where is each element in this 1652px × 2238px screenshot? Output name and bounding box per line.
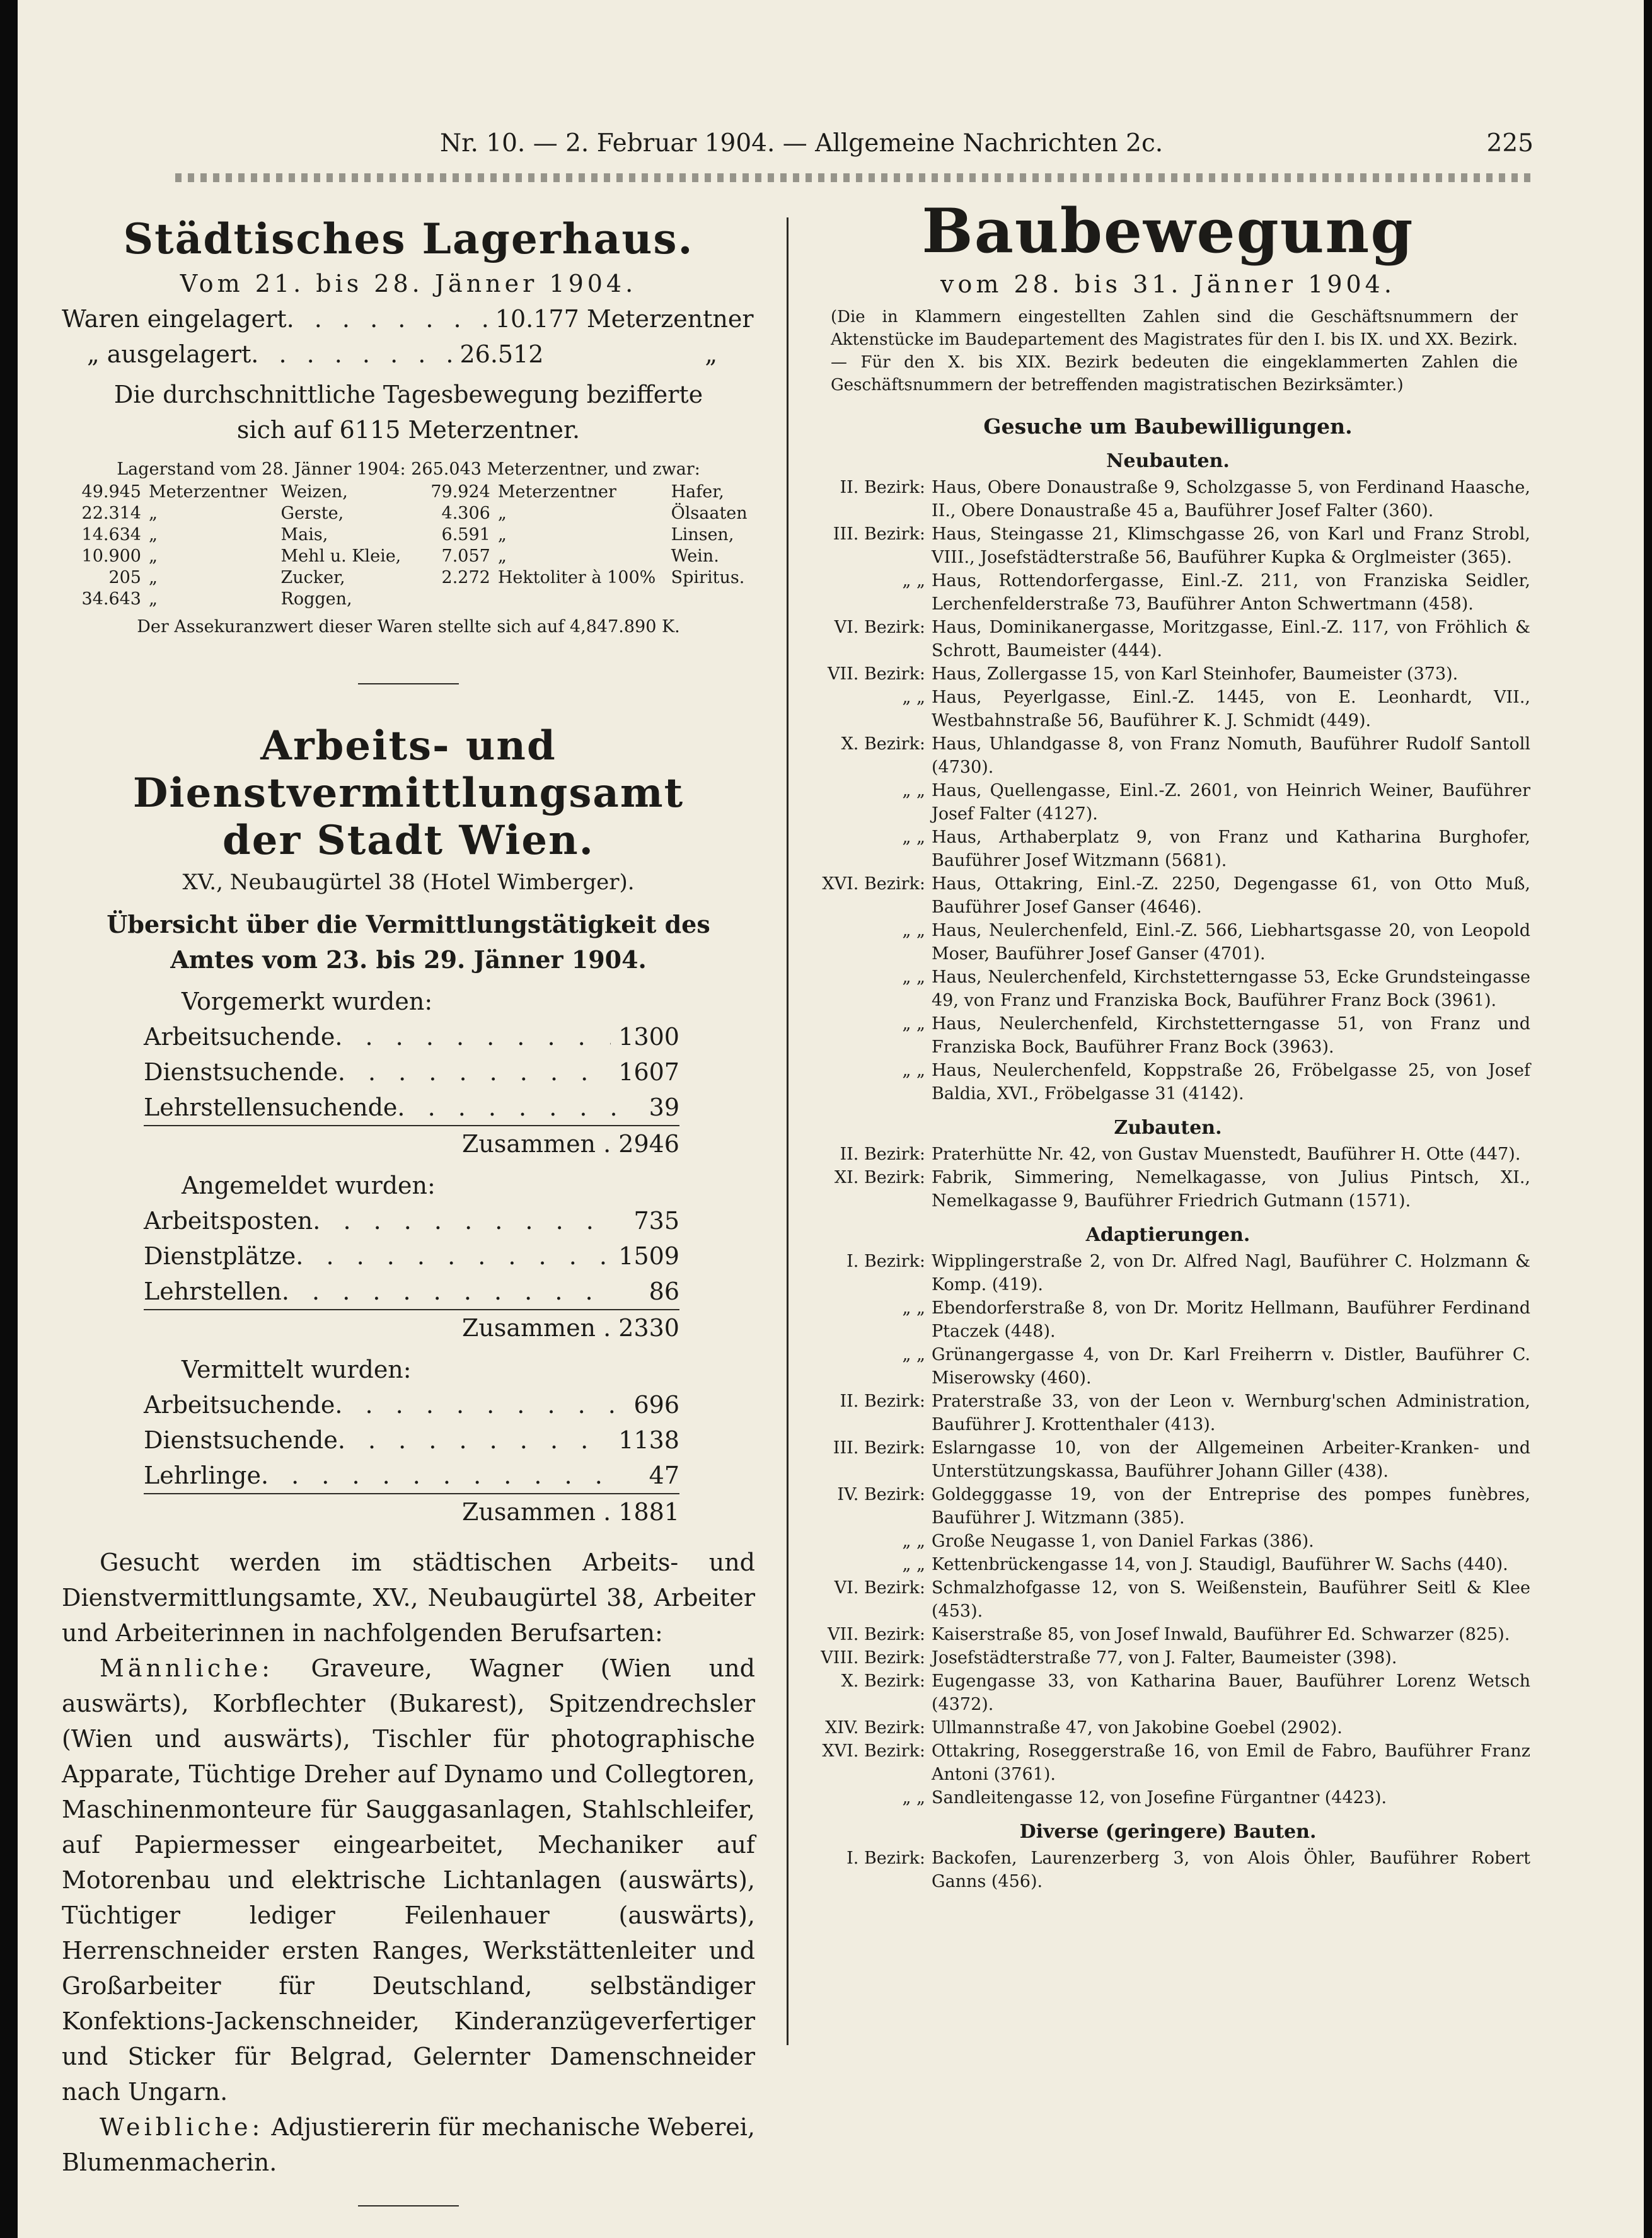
bau-entry-district: II. Bezirk: <box>840 1145 925 1164</box>
bau-entry <box>806 1483 1530 1530</box>
bau-entry-district: I. Bezirk: <box>846 1849 925 1868</box>
bau-entry-district: „ „ <box>902 1555 925 1574</box>
stock-row <box>62 567 755 589</box>
bau-entry <box>806 1786 1530 1809</box>
amt-title-2: der Stadt Wien. <box>222 817 594 864</box>
stock-cell: Ölsaaten <box>671 504 748 523</box>
bau-entry-text: Haus, Uhlandgasse 8, von Franz Nomuth, Bauführer Rudolf Santoll (4730). <box>932 734 1530 777</box>
group-row-value: 1607 <box>618 1058 679 1086</box>
bau-entry-district: XVI. Bezirk: <box>822 1741 925 1761</box>
bau-entry <box>806 1296 1530 1343</box>
group-total-sep: . <box>596 1314 619 1342</box>
bau-entry-text: Haus, Neulerchenfeld, Kirchstetterngasse 53, Ecke Grundsteingasse 49, von Franz und Franziska Bock, Bauführer Franz Bock (3961). <box>932 967 1530 1010</box>
leader-dots <box>313 1203 615 1238</box>
bau-entry-text: Haus, Neulerchenfeld, Koppstraße 26, Fröbelgasse 25, von Josef Baldia, XVI., Fröbelgasse 31 (4142). <box>932 1061 1530 1104</box>
bau-entry-district: „ „ <box>902 571 925 591</box>
header-title: Nr. 10. — 2. Februar 1904. — Allgemeine Nachrichten 2c. <box>440 129 1164 158</box>
bau-entry-text: Haus, Peyerlgasse, Einl.-Z. 1445, von E. Leonhardt, VII., Westbahnstraße 56, Bauführer K. J. Schmidt (449). <box>932 688 1530 730</box>
group-row <box>144 1203 679 1238</box>
stock-cell: 205 <box>108 568 141 587</box>
stock-cell: „ <box>149 525 158 545</box>
stock-row <box>62 546 755 567</box>
leader-dots <box>261 1458 615 1493</box>
bau-entry-district: X. Bezirk: <box>841 1671 925 1691</box>
bau-entry <box>806 1576 1530 1623</box>
bau-entry <box>806 1166 1530 1213</box>
stock-cell: Hafer, <box>671 482 724 502</box>
stock-cell: „ <box>497 546 507 566</box>
stock-row <box>62 503 755 524</box>
bau-entry <box>806 779 1530 826</box>
stock-cell: „ <box>497 525 507 545</box>
section-divider <box>358 683 459 684</box>
bau-entry <box>806 1143 1530 1166</box>
bau-entry <box>806 1553 1530 1576</box>
eingelagert-value: 10.177 Meterzentner <box>495 305 754 333</box>
bau-entry-district: „ „ <box>902 967 925 987</box>
leader-dots <box>335 1019 611 1054</box>
bau-entry <box>806 569 1530 616</box>
group-heading: Vorgemerkt wurden: <box>182 988 433 1015</box>
group-total-value: 2330 <box>618 1314 679 1342</box>
stock-cell <box>494 589 667 610</box>
leader-dots <box>338 1422 611 1458</box>
closing-divider <box>358 2205 459 2206</box>
stock-cell: Hektoliter à 100% <box>497 568 656 587</box>
group-total-label: Zusammen <box>461 1314 596 1342</box>
group-row <box>144 1090 679 1126</box>
bau-entry <box>806 1343 1530 1390</box>
stock-cell: Weizen, <box>280 482 348 502</box>
stock-cell: „ <box>497 504 507 523</box>
bau-entry-text: Haus, Arthaberplatz 9, von Franz und Katharina Burghofer, Bauführer Josef Witzmann (5681). <box>932 828 1530 870</box>
bau-entry-text: Kaiserstraße 85, von Josef Inwald, Bauführer Ed. Schwarzer (825). <box>932 1625 1510 1644</box>
bau-entry-text: Große Neugasse 1, von Daniel Farkas (386). <box>932 1531 1314 1551</box>
bau-section-heading: Zubauten. <box>1114 1117 1222 1139</box>
weibliche-paragraph <box>62 2109 755 2180</box>
group-row-value: 1138 <box>618 1426 679 1454</box>
amt-address: XV., Neubaugürtel 38 (Hotel Wimberger). <box>182 870 635 895</box>
bau-entry <box>806 662 1530 686</box>
stock-cell: Mais, <box>280 525 328 545</box>
group-row <box>144 1387 679 1422</box>
bau-entry-district: XI. Bezirk: <box>834 1168 925 1187</box>
bau-entry-text: Grünangergasse 4, von Dr. Karl Freiherrn v. Distler, Bauführer C. Miserowsky (460). <box>932 1345 1530 1388</box>
bau-entry <box>806 919 1530 966</box>
bau-entry-district: I. Bezirk: <box>846 1252 925 1271</box>
bau-entry-district: III. Bezirk: <box>833 1438 925 1458</box>
bau-entry-district: „ „ <box>902 781 925 800</box>
bau-entry-text: Wipplingerstraße 2, von Dr. Alfred Nagl, Bauführer C. Holzmann & Komp. (419). <box>932 1252 1530 1295</box>
bau-entry-district: XVI. Bezirk: <box>822 874 925 894</box>
bau-entry-text: Haus, Quellengasse, Einl.-Z. 2601, von Heinrich Weiner, Bauführer Josef Falter (4127). <box>932 781 1530 824</box>
group-row-label: Arbeitsposten <box>144 1207 313 1235</box>
group-row-label: Dienstplätze <box>144 1242 296 1270</box>
group-row <box>144 1019 679 1054</box>
ausgelagert-unit: „ <box>705 340 717 368</box>
bau-section-heading: Adaptierungen. <box>1085 1224 1251 1246</box>
bau-title: Baubewegung <box>921 195 1414 267</box>
group-row-label: Dienstsuchende <box>144 1058 338 1086</box>
group-total-label: Zusammen <box>461 1498 596 1526</box>
maennliche-label: Männliche: <box>100 1654 274 1682</box>
bau-entry-district: II. Bezirk: <box>840 1392 925 1411</box>
weibliche-label: Weibliche: <box>100 2113 264 2141</box>
bau-entry-district: VI. Bezirk: <box>834 618 925 637</box>
stock-cell: „ <box>149 589 158 609</box>
stock-cell: 4.306 <box>441 504 490 523</box>
bau-entry-district: „ „ <box>902 1788 925 1808</box>
group-heading: Vermittelt wurden: <box>182 1356 412 1383</box>
leader-dots <box>296 1238 611 1274</box>
group-row-value: 696 <box>633 1391 679 1419</box>
bau-entry <box>806 1390 1530 1436</box>
bau-section-heading: Neubauten. <box>1106 450 1230 472</box>
group-total-sep: . <box>596 1498 619 1526</box>
running-header <box>175 129 1534 173</box>
bau-entry <box>806 686 1530 732</box>
group-row-label: Arbeitsuchende <box>144 1391 335 1419</box>
group-total-label: Zusammen <box>461 1130 596 1158</box>
group-row <box>144 1274 679 1310</box>
bau-entry-district: II. Bezirk: <box>840 478 925 497</box>
stock-cell: Linsen, <box>671 525 734 545</box>
group-row <box>144 1458 679 1494</box>
stock-cell: Wein. <box>671 546 719 566</box>
bau-entry <box>806 1059 1530 1105</box>
group-row-label: Dienstsuchende <box>144 1426 338 1454</box>
stock-cell: 7.057 <box>441 546 490 566</box>
bau-entry-text: Goldegggasse 19, von der Entreprise des pompes funèbres, Bauführer J. Witzmann (385). <box>932 1485 1530 1528</box>
bau-entry-district: XIV. Bezirk: <box>825 1718 925 1738</box>
stock-cell <box>667 589 755 610</box>
leader-dots <box>338 1054 611 1090</box>
group-total-sep: . <box>596 1130 619 1158</box>
bau-entry <box>806 732 1530 779</box>
bau-entry-text: Haus, Dominikanergasse, Moritzgasse, Einl.-Z. 117, von Fröhlich & Schrott, Baumeister (444). <box>932 618 1530 660</box>
page-number: 225 <box>1486 129 1534 158</box>
bau-entry-text: Haus, Steingasse 21, Klimschgasse 26, von Karl und Franz Strobl, VIII., Josefstädterstraße 56, Bauführer Kupka & Orglmeister (365). <box>932 524 1530 567</box>
newspaper-page <box>18 0 1644 2238</box>
bau-entry-text: Praterhütte Nr. 42, von Gustav Muenstedt, Bauführer H. Otte (447). <box>932 1145 1521 1164</box>
bau-entry <box>806 1250 1530 1296</box>
bau-entry <box>806 1716 1530 1739</box>
placement-groups <box>62 984 755 1530</box>
bau-entry <box>806 1623 1530 1646</box>
bau-entry-text: Ebendorferstraße 8, von Dr. Moritz Hellmann, Bauführer Ferdinand Ptaczek (448). <box>932 1298 1530 1341</box>
bau-note: (Die in Klammern eingestellten Zahlen sind die Geschäftsnummern der Aktenstücke im Baudepartement des Magistrates für den I. bis IX. und XX. Bezirk. — Für den X. bis XIX. Bezirk bedeuten die eingeklammerten Zahlen die Geschäftsnummern der betreffenden magistratischen Bezirksämter.) <box>831 308 1518 395</box>
stock-cell: 10.900 <box>81 546 141 566</box>
bau-entry-district: VIII. Bezirk: <box>821 1648 925 1668</box>
bau-entry-district: „ „ <box>902 688 925 707</box>
bau-entry <box>806 1012 1530 1059</box>
daily-average: Die durchschnittliche Tagesbewegung bezifferte sich auf 6115 Meterzentner. <box>113 381 703 444</box>
bau-entry-district: „ „ <box>902 1014 925 1034</box>
stock-row <box>62 482 755 503</box>
bau-entry <box>806 1530 1530 1553</box>
eingelagert-row: Waren eingelagert . . . . . . . . 10.177 Meterzentner <box>62 301 755 337</box>
bau-entry <box>806 966 1530 1012</box>
maennliche-paragraph <box>62 1651 755 2109</box>
right-column <box>806 195 1530 2206</box>
stock-cell: Meterzentner <box>149 482 268 502</box>
group-row <box>144 1422 679 1458</box>
stock-cell: Spiritus. <box>671 568 745 587</box>
stock-cell: 34.643 <box>81 589 141 609</box>
bau-entry-text: Haus, Neulerchenfeld, Kirchstetterngasse 51, von Franz und Franziska Bock, Bauführer Franz Bock (3963). <box>932 1014 1530 1057</box>
bau-entry-district: „ „ <box>902 1345 925 1364</box>
stock-cell: 2.272 <box>441 568 490 587</box>
stock-cell <box>411 589 494 610</box>
bau-entry <box>806 826 1530 872</box>
group-heading: Angemeldet wurden: <box>182 1172 436 1199</box>
stock-row <box>62 524 755 546</box>
leader-dots <box>335 1387 615 1422</box>
stock-table <box>62 482 755 610</box>
group-row-label: Lehrstellensuchende <box>144 1093 398 1121</box>
bau-entry-text: Sandleitengasse 12, von Josefine Fürgantner (4423). <box>932 1788 1387 1808</box>
bau-entry-district: VI. Bezirk: <box>834 1578 925 1598</box>
group-total <box>144 1126 679 1162</box>
stock-cell: 14.634 <box>81 525 141 545</box>
stock-cell: Gerste, <box>280 504 344 523</box>
column-divider <box>787 217 788 2045</box>
weibliche-text: Adjustiererin für mechanische Weberei, Blumenmacherin. <box>62 2113 755 2176</box>
bau-entry-text: Ullmannstraße 47, von Jakobine Goebel (2902). <box>932 1718 1343 1738</box>
stock-cell: „ <box>149 546 158 566</box>
bau-entry-text: Schmalzhofgasse 12, von S. Weißenstein, Bauführer Seitl & Klee (453). <box>932 1578 1530 1621</box>
bau-entry-text: Backofen, Laurenzerberg 3, von Alois Öhler, Bauführer Robert Ganns (456). <box>932 1849 1530 1891</box>
group-total-value: 2946 <box>618 1130 679 1158</box>
left-column <box>62 202 755 2206</box>
group-row-label: Lehrstellen <box>144 1278 282 1305</box>
bau-entry-text: Eslarngasse 10, von der Allgemeinen Arbeiter-Kranken- und Unterstützungskassa, Bauführer Johann Giller (438). <box>932 1438 1530 1481</box>
bau-entry <box>806 616 1530 662</box>
bau-entry <box>806 476 1530 522</box>
bau-entry <box>806 522 1530 569</box>
group-row <box>144 1054 679 1090</box>
bau-period: vom 28. bis 31. Jänner 1904. <box>940 270 1395 298</box>
bau-entry-text: Eugengasse 33, von Katharina Bauer, Bauführer Lorenz Wetsch (4372). <box>932 1671 1530 1714</box>
group-row-value: 1509 <box>618 1242 679 1270</box>
stock-cell: 22.314 <box>81 504 141 523</box>
bau-entry-text: Haus, Zollergasse 15, von Karl Steinhofer, Baumeister (373). <box>932 664 1458 684</box>
group-row-value: 47 <box>649 1462 679 1489</box>
leader-dots <box>397 1090 615 1125</box>
stock-cell: „ <box>149 568 158 587</box>
ausgelagert-value: 26.512 <box>459 340 544 368</box>
bau-main-heading: Gesuche um Baubewilligungen. <box>983 414 1353 439</box>
header-rule <box>175 173 1534 182</box>
bau-entry <box>806 1436 1530 1483</box>
bau-entry-text: Fabrik, Simmering, Nemelkagasse, von Julius Pintsch, XI., Nemelkagasse 9, Bauführer Friedrich Gutmann (1571). <box>932 1168 1530 1211</box>
lagerhaus-title: Städtisches Lagerhaus. <box>123 214 694 263</box>
group-row-label: Arbeitsuchende <box>144 1023 335 1051</box>
stock-cell: 6.591 <box>441 525 490 545</box>
group-total <box>144 1494 679 1530</box>
stock-cell: „ <box>149 504 158 523</box>
bau-section-heading: Diverse (geringere) Bauten. <box>1019 1821 1317 1843</box>
stock-cell: Roggen, <box>280 589 352 609</box>
stock-intro: Lagerstand vom 28. Jänner 1904: 265.043 Meterzentner, und zwar: <box>117 459 700 479</box>
ausgelagert-row: „ ausgelagert . . . . . . . . 26.512 „ <box>62 337 755 372</box>
ausgelagert-label: „ ausgelagert <box>87 340 251 368</box>
stock-cell: 79.924 <box>430 482 490 502</box>
bau-entry-text: Kettenbrückengasse 14, von J. Staudigl, Bauführer W. Sachs (440). <box>932 1555 1508 1574</box>
bau-entry-district: „ „ <box>902 921 925 940</box>
bau-entry-district: IV. Bezirk: <box>837 1485 925 1504</box>
bau-entry-district: „ „ <box>902 1531 925 1551</box>
stock-row <box>62 589 755 610</box>
gesucht-paragraph: Gesucht werden im städtischen Arbeits- und Dienstvermittlungsamte, XV., Neubaugürtel 38, Arbeiter und Arbeiterinnen in nachfolgenden Berufsarten: <box>62 1549 755 1647</box>
bau-entry-district: VII. Bezirk: <box>827 1625 925 1644</box>
bau-entry-text: Haus, Rottendorfergasse, Einl.-Z. 211, von Franziska Seidler, Lerchenfelderstraße 73, Bauführer Anton Schwertmann (458). <box>932 571 1530 614</box>
group-total-value: 1881 <box>618 1498 679 1526</box>
bau-entry-district: „ „ <box>902 1298 925 1318</box>
bau-entry-text: Haus, Obere Donaustraße 9, Scholzgasse 5, von Ferdinand Haasche, II., Obere Donaustraße 45 a, Bauführer Josef Falter (360). <box>932 478 1530 521</box>
bau-entry <box>806 872 1530 919</box>
insurance-value: Der Assekuranzwert dieser Waren stellte sich auf 4,847.890 K. <box>137 617 680 637</box>
lagerhaus-period: Vom 21. bis 28. Jänner 1904. <box>180 270 637 297</box>
maennliche-text: Graveure, Wagner (Wien und auswärts), Korbflechter (Bukarest), Spitzendrechsler (Wien und auswärts), Tischler für photographische Apparate, Tüchtige Dreher auf Dynamo und Collegtoren, Maschinenmonteure für Sauggasanlagen, Stahlschleifer, auf Papiermesser eingearbeitet, Mechaniker auf Motorenbau und elektrische Lichtanlagen (auswärts), Tüchtiger lediger Feilenhauer (auswärts), Herrenschneider ersten Ranges, Werkstättenleiter und Großarbeiter für Deutschland, selbständiger Konfektions-Jackenschneider, Kinderanzügeverfertiger und Sticker für Belgrad, Gelernter Damenschneider nach Ungarn. <box>62 1654 755 2106</box>
stock-cell: Mehl u. Kleie, <box>280 546 401 566</box>
leader-dots <box>282 1274 615 1309</box>
bau-entry-text: Praterstraße 33, von der Leon v. Wernburg'schen Administration, Bauführer J. Krottenthaler (413). <box>932 1392 1530 1434</box>
bau-entry-text: Ottakring, Roseggerstraße 16, von Emil de Fabro, Bauführer Franz Antoni (3761). <box>932 1741 1530 1784</box>
bau-entry-district: III. Bezirk: <box>833 524 925 544</box>
bau-sections <box>806 450 1530 1893</box>
eingelagert-label: Waren eingelagert <box>62 305 287 333</box>
group-row-value: 39 <box>649 1093 679 1121</box>
bau-entry-district: „ „ <box>902 1061 925 1080</box>
bau-entry-district: „ „ <box>902 828 925 847</box>
group-row-label: Lehrlinge <box>144 1462 261 1489</box>
group-row-value: 735 <box>633 1207 679 1235</box>
bau-entry-text: Haus, Neulerchenfeld, Einl.-Z. 566, Liebhartsgasse 20, von Leopold Moser, Bauführer Josef Ganser (4701). <box>932 921 1530 964</box>
amt-overview: Übersicht über die Vermittlungstätigkeit des Amtes vom 23. bis 29. Jänner 1904. <box>107 910 710 974</box>
amt-title-1: Arbeits- und Dienstvermittlungsamt <box>132 722 684 817</box>
bau-entry-district: X. Bezirk: <box>841 734 925 754</box>
bau-entry-text: Josefstädterstraße 77, von J. Falter, Baumeister (398). <box>932 1648 1397 1668</box>
group-total <box>144 1310 679 1346</box>
group-row <box>144 1238 679 1274</box>
bau-entry-district: VII. Bezirk: <box>827 664 925 684</box>
bau-entry <box>806 1739 1530 1786</box>
group-row-value: 86 <box>649 1278 679 1305</box>
stock-cell: 49.945 <box>81 482 141 502</box>
group-row-value: 1300 <box>618 1023 679 1051</box>
stock-cell: Zucker, <box>280 568 345 587</box>
bau-entry <box>806 1646 1530 1670</box>
bau-entry <box>806 1670 1530 1716</box>
bau-entry <box>806 1847 1530 1893</box>
stock-cell: Meterzentner <box>497 482 616 502</box>
bau-entry-text: Haus, Ottakring, Einl.-Z. 2250, Degengasse 61, von Otto Muß, Bauführer Josef Ganser (4646). <box>932 874 1530 917</box>
